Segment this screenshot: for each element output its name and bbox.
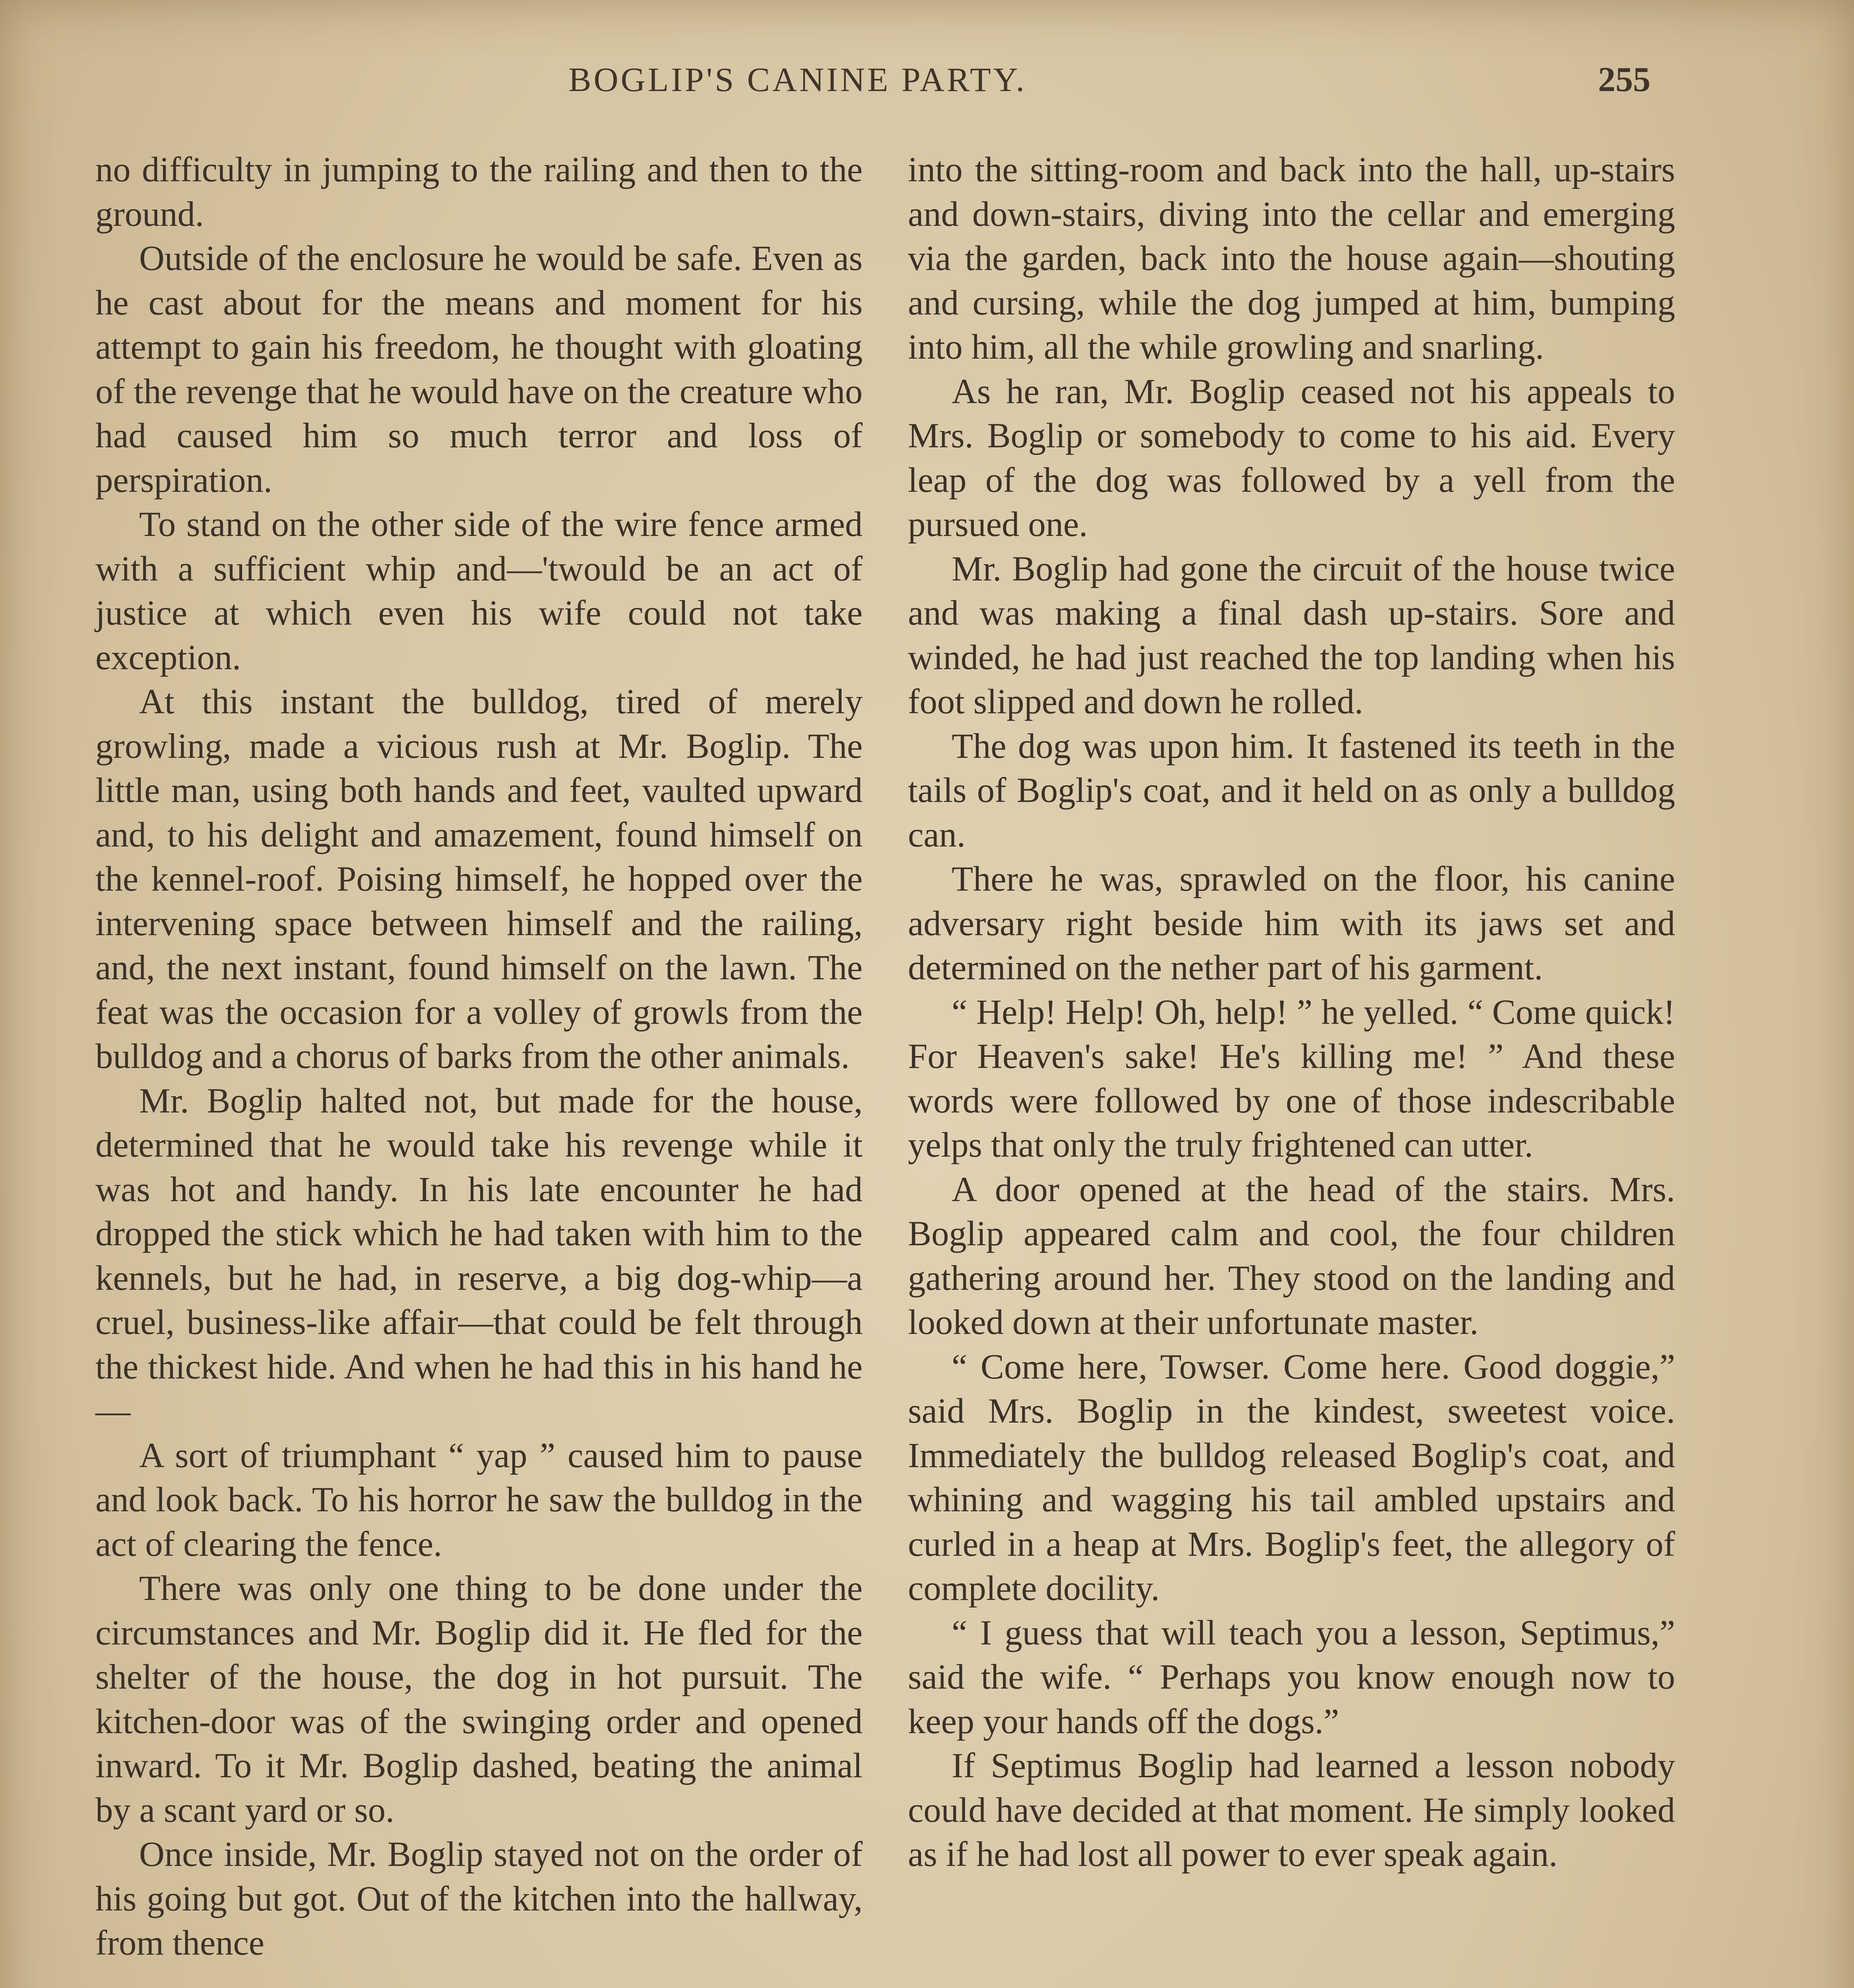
- paragraph: There was only one thing to be done under the circumstances and Mr. Boglip did it. He fled for the shelter of the house, the dog in hot pursuit. The kitchen-door was of the swinging order and opened inward. To it Mr. Boglip dashed, beating the animal by a scant yard or so.: [95, 1569, 863, 1830]
- right-column: [908, 148, 1675, 1877]
- paragraph: Outside of the enclosure he would be safe. Even as he cast about for the means and moment for his attempt to gain his freedom, he thought with gloating of the revenge that he would have on the creature who had caused him so much terror and loss of perspiration.: [95, 239, 863, 500]
- paragraph: into the sitting-room and back into the hall, up-stairs and down-stairs, diving into the cellar and emerging via the garden, back into the house again—shouting and cursing, while the dog jumped at him, bumping into him, all the while growling and snarling.: [908, 150, 1675, 367]
- paragraph: At this instant the bulldog, tired of merely growling, made a vicious rush at Mr. Boglip. The little man, using both hands and feet, vaulted upward and, to his delight and amazement, found himself on the kennel-roof. Poising himself, he hopped over the intervening space between himself and the railing, and, the next instant, found himself on the lawn. The feat was the occasion for a volley of growls from the bulldog and a chorus of barks from the other animals.: [95, 682, 863, 1076]
- paragraph: To stand on the other side of the wire fence armed with a sufficient whip and—'twould be an act of justice at which even his wife could not take exception.: [95, 505, 863, 677]
- paragraph: Mr. Boglip had gone the circuit of the house twice and was making a final dash up-stairs. Sore and winded, he had just reached the top landing when his foot slipped and down he rolled.: [908, 549, 1675, 721]
- paragraph: A door opened at the head of the stairs. Mrs. Boglip appeared calm and cool, the four children gathering around her. They stood on the landing and looked down at their unfortunate master.: [908, 1170, 1675, 1342]
- paragraph: As he ran, Mr. Boglip ceased not his appeals to Mrs. Boglip or somebody to come to his aid. Every leap of the dog was followed by a yell from the pursued one.: [908, 372, 1675, 544]
- left-column: [95, 148, 863, 1966]
- paragraph: “ Come here, Towser. Come here. Good doggie,” said Mrs. Boglip in the kindest, sweetest voice. Immediately the bulldog released Boglip's coat, and whining and wagging his tail ambled upstairs and curled in a heap at Mrs. Boglip's feet, the allegory of complete docility.: [908, 1347, 1675, 1608]
- paragraph: Once inside, Mr. Boglip stayed not on the order of his going but got. Out of the kitchen into the hallway, from thence: [95, 1835, 863, 1963]
- running-title: BOGLIP'S CANINE PARTY.: [568, 60, 1027, 99]
- paragraph: “ Help! Help! Oh, help! ” he yelled. “ Come quick! For Heaven's sake! He's killing me! ” And these words were followed by one of those indescribable yelps that only the truly frightened can utter.: [908, 992, 1675, 1165]
- paragraph: If Septimus Boglip had learned a lesson nobody could have decided at that moment. He simply looked as if he had lost all power to ever speak again.: [908, 1746, 1675, 1874]
- paragraph: A sort of triumphant “ yap ” caused him to pause and look back. To his horror he saw the bulldog in the act of clearing the fence.: [95, 1436, 863, 1564]
- paragraph: There he was, sprawled on the floor, his canine adversary right beside him with its jaws set and determined on the nether part of his garment.: [908, 860, 1675, 987]
- page-number: 255: [1598, 60, 1650, 99]
- paragraph: Mr. Boglip halted not, but made for the house, determined that he would take his revenge while it was hot and handy. In his late encounter he had dropped the stick which he had taken with him to the kennels, but he had, in reserve, a big dog-whip—a cruel, business-like affair—that could be felt through the thickest hide. And when he had this in his hand he—: [95, 1081, 863, 1431]
- paragraph: no difficulty in jumping to the railing and then to the ground.: [95, 150, 863, 234]
- paragraph: The dog was upon him. It fastened its teeth in the tails of Boglip's coat, and it held on as only a bulldog can.: [908, 726, 1675, 854]
- paragraph: “ I guess that will teach you a lesson, Septimus,” said the wife. “ Perhaps you know enough now to keep your hands off the dogs.”: [908, 1613, 1675, 1741]
